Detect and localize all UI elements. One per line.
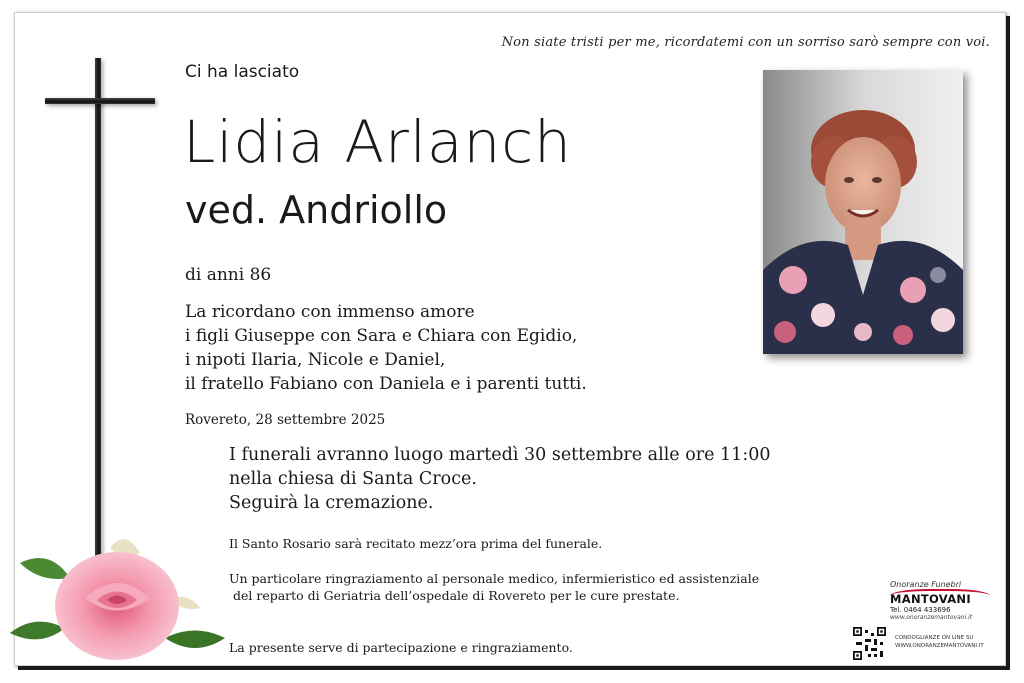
portrait-photo <box>763 70 963 354</box>
deceased-age: di anni 86 <box>185 265 272 285</box>
thanks-notice <box>229 570 759 604</box>
family-announcement <box>185 300 587 396</box>
thanks-line: del reparto di Geriatria dell’ospedale di Rovereto per le cure prestate. <box>229 588 680 603</box>
qr-code-icon[interactable] <box>853 627 886 660</box>
family-line: i figli Giuseppe con Sara e Chiara con Egidio, <box>185 326 578 346</box>
deceased-married-name: ved. Andriollo <box>185 188 448 232</box>
logo-top-text: Onoranze Funebri <box>890 580 962 589</box>
family-line: La ricordano con immenso amore <box>185 302 475 322</box>
family-line: i nipoti Ilaria, Nicole e Daniel, <box>185 350 446 370</box>
logo-name: MANTOVANI <box>890 589 990 606</box>
closing-notice: La presente serve di partecipazione e ringraziamento. <box>229 640 573 655</box>
logo-phone: Tel. 0464 433696 <box>890 606 951 614</box>
logo-website: www.onoranzemantovani.it <box>890 614 973 621</box>
funeral-line: Seguirà la cremazione. <box>229 493 434 513</box>
rosary-notice: Il Santo Rosario sarà recitato mezz’ora prima del funerale. <box>229 536 603 551</box>
condolences-line: CONDOGLIANZE ON LINE SU <box>895 635 974 641</box>
rose-icon <box>5 528 230 668</box>
thanks-line: Un particolare ringraziamento al personale medico, infermieristico ed assistenziale <box>229 571 760 586</box>
place-date: Rovereto, 28 settembre 2025 <box>185 412 386 428</box>
deceased-name: Lidia Arlanch <box>183 108 572 176</box>
intro-text: Ci ha lasciato <box>185 62 300 82</box>
online-condolences <box>895 634 984 650</box>
funeral-home-logo <box>890 580 990 630</box>
condolences-line[interactable]: WWW.ONORANZEMANTOVANI.IT <box>895 643 984 649</box>
family-line: il fratello Fabiano con Daniela e i parenti tutti. <box>185 374 587 394</box>
memorial-quote: Non siate tristi per me, ricordatemi con un sorriso sarò sempre con voi. <box>501 35 990 50</box>
funeral-line: I funerali avranno luogo martedì 30 settembre alle ore 11:00 <box>229 445 771 465</box>
funeral-details <box>229 443 770 515</box>
funeral-line: nella chiesa di Santa Croce. <box>229 469 477 489</box>
